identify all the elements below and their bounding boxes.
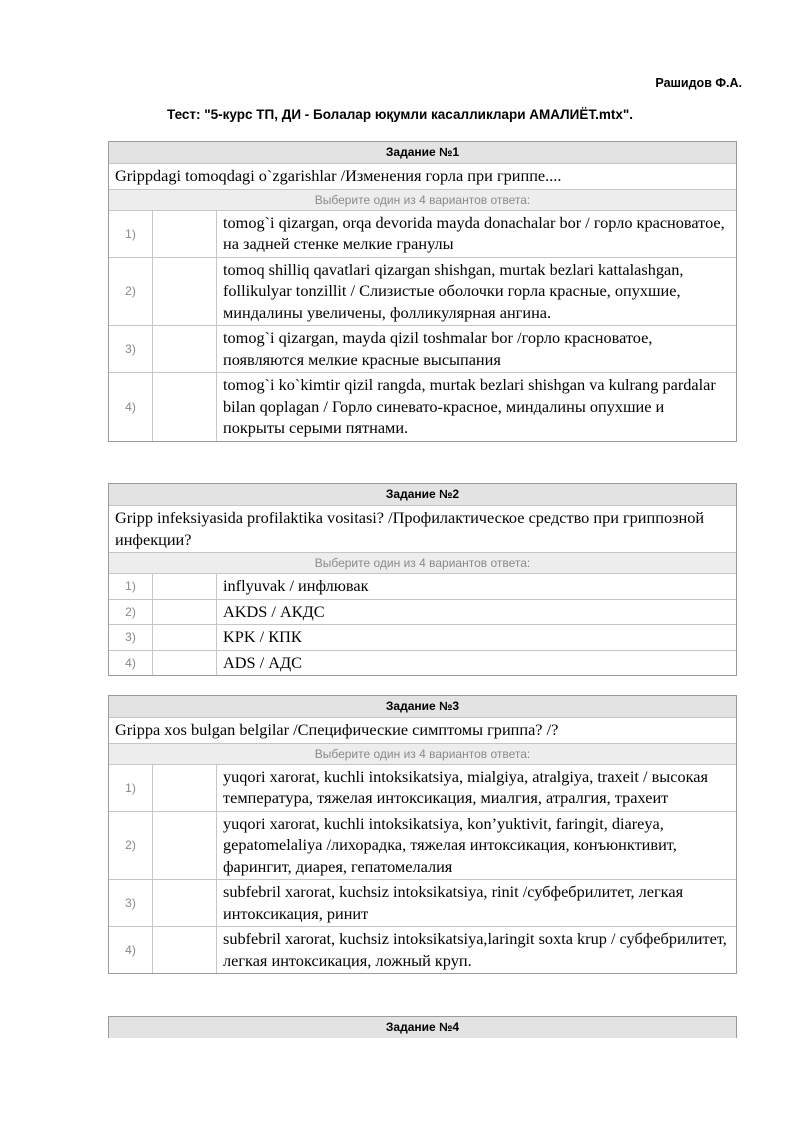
option-select-cell[interactable] xyxy=(153,373,217,441)
task-hint: Выберите один из 4 вариантов ответа: xyxy=(109,553,736,574)
option-number: 1) xyxy=(109,765,153,811)
task-block xyxy=(108,141,737,442)
answer-option[interactable] xyxy=(109,373,736,441)
task-block xyxy=(108,1016,737,1038)
answer-option[interactable] xyxy=(109,927,736,973)
task-question: Gripp infeksiyasida profilaktika vositasi? /Профилактическое средство при гриппозной инфекции? xyxy=(109,506,736,553)
option-text: tomog`i qizargan, mayda qizil toshmalar bor /горло красноватое, появляются мелкие красные высыпания xyxy=(223,328,653,369)
option-select-cell[interactable] xyxy=(153,258,217,326)
author-name: Рашидов Ф.А. xyxy=(655,76,742,90)
option-select-cell[interactable] xyxy=(153,927,217,973)
option-text: subfebril xarorat, kuchsiz intoksikatsiya,laringit soxta krup / субфебрилитет, легкая интоксикация, ложный круп. xyxy=(223,929,727,970)
option-select-cell[interactable] xyxy=(153,625,217,650)
answer-option[interactable] xyxy=(109,211,736,258)
option-select-cell[interactable] xyxy=(153,651,217,676)
option-number: 4) xyxy=(109,927,153,973)
answer-option[interactable] xyxy=(109,651,736,676)
option-text: tomog`i qizargan, orqa devorida mayda donachalar bor / горло красноватое, на задней стенке мелкие гранулы xyxy=(223,212,725,253)
option-select-cell[interactable] xyxy=(153,812,217,880)
task-question: Grippdagi tomoqdagi o`zgarishlar /Изменения горла при гриппе.... xyxy=(109,164,736,190)
option-text: KPK / КПК xyxy=(223,627,302,646)
task-header: Задание №3 xyxy=(109,696,736,718)
task-block xyxy=(108,695,737,974)
answer-option[interactable] xyxy=(109,880,736,927)
task-question: Grippa xos bulgan belgilar /Специфические симптомы гриппа? /? xyxy=(109,718,736,744)
option-select-cell[interactable] xyxy=(153,574,217,599)
answer-option[interactable] xyxy=(109,326,736,373)
option-number: 1) xyxy=(109,211,153,257)
task-hint: Выберите один из 4 вариантов ответа: xyxy=(109,190,736,211)
answer-option[interactable] xyxy=(109,625,736,651)
option-number: 2) xyxy=(109,812,153,880)
option-select-cell[interactable] xyxy=(153,880,217,926)
task-header: Задание №4 xyxy=(109,1017,736,1038)
option-select-cell[interactable] xyxy=(153,211,217,257)
option-text: yuqori xarorat, kuchli intoksikatsiya, kon’yuktivit, faringit, diareya, gepatomelaliya /лихорадка, тяжелая интоксикация, конъюнктивит, фарингит, диарея, гепатомелалия xyxy=(223,813,677,876)
option-text: tomoq shilliq qavatlari qizargan shishgan, murtak bezlari kattalashgan, follikulyar tonzillit / Слизистые оболочки горла красные, опухшие, миндалины увеличены, фолликулярная ангина. xyxy=(223,259,684,322)
task-hint: Выберите один из 4 вариантов ответа: xyxy=(109,744,736,765)
option-text: tomog`i ko`kimtir qizil rangda, murtak bezlari shishgan va kulrang pardalar bilan qoplagan / Горло синевато-красное, миндалины опухшие и покрыты серыми пятнами. xyxy=(223,375,716,437)
option-select-cell[interactable] xyxy=(153,600,217,625)
option-number: 4) xyxy=(109,373,153,441)
option-number: 3) xyxy=(109,625,153,650)
document-title: Тест: "5-курс ТП, ДИ - Болалар юқумли касалликлари АМАЛИЁТ.mtx". xyxy=(167,107,633,122)
answer-option[interactable] xyxy=(109,600,736,626)
task-header: Задание №1 xyxy=(109,142,736,164)
option-text: AKDS / АКДС xyxy=(223,601,325,621)
option-number: 4) xyxy=(109,651,153,676)
option-number: 1) xyxy=(109,574,153,599)
answer-option[interactable] xyxy=(109,574,736,600)
option-text: subfebril xarorat, kuchsiz intoksikatsiya, rinit /субфебрилитет, легкая интоксикация, ринит xyxy=(223,882,684,923)
option-number: 2) xyxy=(109,258,153,326)
task-block xyxy=(108,483,737,676)
answer-option[interactable] xyxy=(109,812,736,881)
answer-option[interactable] xyxy=(109,258,736,327)
answer-option[interactable] xyxy=(109,765,736,812)
option-number: 3) xyxy=(109,326,153,372)
option-text: inflyuvak / инфлювак xyxy=(223,576,369,595)
task-header: Задание №2 xyxy=(109,484,736,506)
option-number: 3) xyxy=(109,880,153,926)
option-number: 2) xyxy=(109,600,153,625)
option-select-cell[interactable] xyxy=(153,765,217,811)
option-text: ADS / АДС xyxy=(223,652,302,672)
option-select-cell[interactable] xyxy=(153,326,217,372)
option-text: yuqori xarorat, kuchli intoksikatsiya, mialgiya, atralgiya, traxeit / высокая температура, тяжелая интоксикация, миалгия, атралгия, трахеит xyxy=(223,766,708,807)
